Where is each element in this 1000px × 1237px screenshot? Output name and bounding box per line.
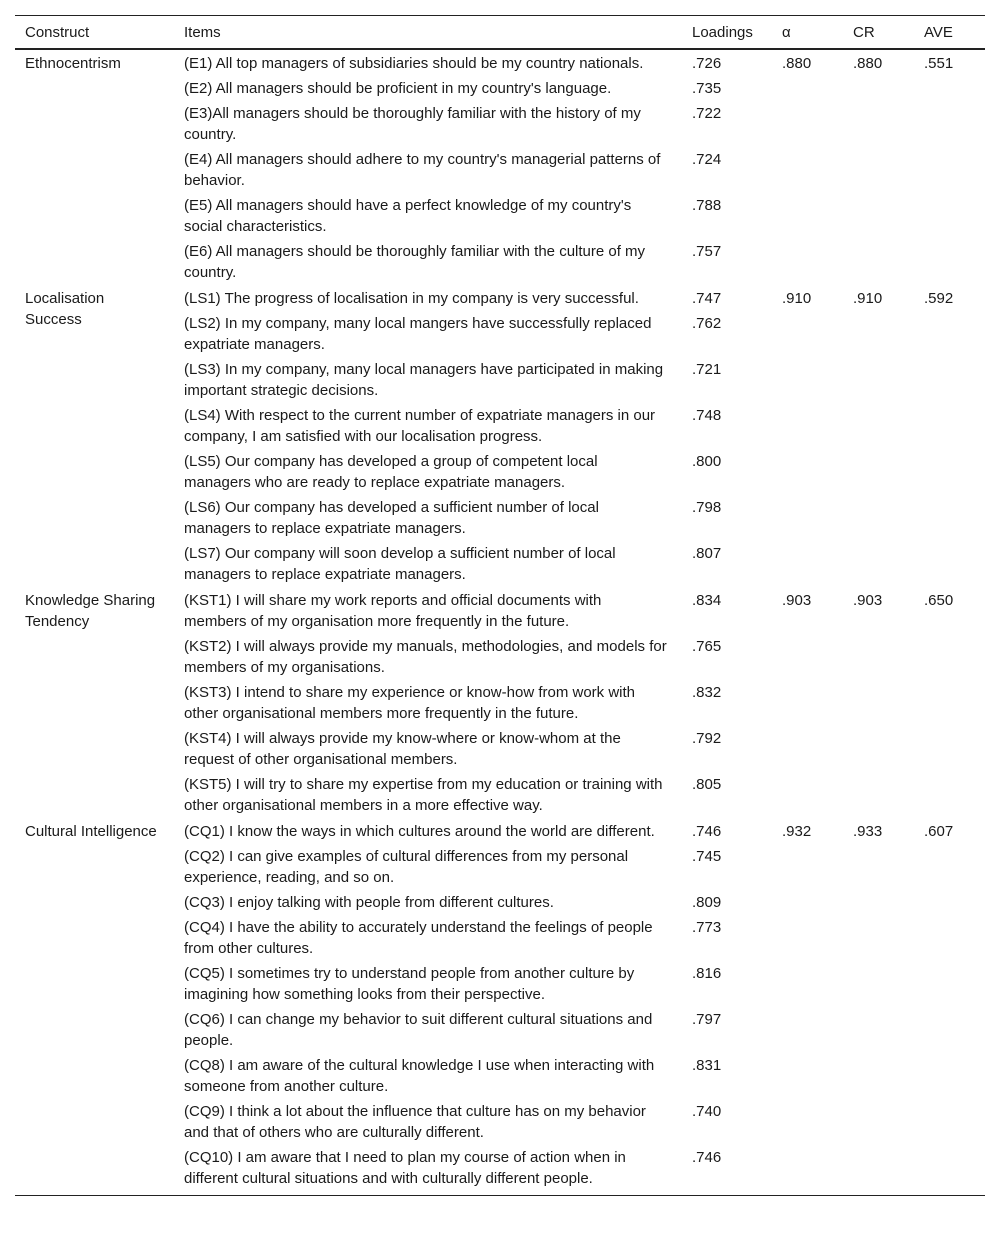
- ave-cell: .650: [924, 592, 954, 609]
- loading-cell: .762: [692, 315, 722, 332]
- loading-cell: .748: [692, 407, 722, 424]
- loading-cell: .816: [692, 965, 722, 982]
- loading-cell: .834: [692, 592, 722, 609]
- loading-cell: .807: [692, 545, 722, 562]
- item-cell: (KST5) I will try to share my expertise from my education or training with other organisational members in a more effective way.: [184, 776, 663, 814]
- item-cell: (CQ10) I am aware that I need to plan my course of action when in different cultural situations and with culturally different people.: [184, 1149, 626, 1187]
- header-construct: Construct: [25, 24, 90, 41]
- item-cell: (KST1) I will share my work reports and official documents with members of my organisation more frequently in the future.: [184, 592, 602, 630]
- loading-cell: .746: [692, 823, 722, 840]
- item-cell: (LS2) In my company, many local mangers have successfully replaced expatriate managers.: [184, 315, 652, 353]
- ave-cell: .592: [924, 290, 954, 307]
- item-cell: (LS1) The progress of localisation in my company is very successful.: [184, 290, 639, 307]
- loading-cell: .798: [692, 499, 722, 516]
- item-cell: (E1) All top managers of subsidiaries should be my country nationals.: [184, 55, 644, 72]
- header-ave: AVE: [924, 24, 953, 41]
- table-row: [15, 285, 985, 311]
- cr-cell: .933: [853, 823, 883, 840]
- item-cell: (CQ4) I have the ability to accurately understand the feelings of people from other cultures.: [184, 919, 653, 957]
- loading-cell: .740: [692, 1103, 722, 1120]
- loading-cell: .797: [692, 1011, 722, 1028]
- header-alpha: α: [782, 24, 791, 41]
- alpha-cell: .880: [782, 55, 812, 72]
- item-cell: (CQ9) I think a lot about the influence that culture has on my behavior and that of others who are culturally different.: [184, 1103, 646, 1141]
- loading-cell: .735: [692, 80, 722, 97]
- item-cell: (LS4) With respect to the current number of expatriate managers in our company, I am satisfied with our localisation progress.: [184, 407, 656, 445]
- loading-cell: .747: [692, 290, 722, 307]
- item-cell: (CQ8) I am aware of the cultural knowledge I use when interacting with someone from another culture.: [184, 1057, 655, 1095]
- item-cell: (KST2) I will always provide my manuals, methodologies, and models for members of my organisations.: [184, 638, 667, 676]
- item-cell: (LS5) Our company has developed a group of competent local managers who are ready to replace expatriate managers.: [184, 453, 598, 491]
- table-header: [15, 16, 985, 50]
- loading-cell: .745: [692, 848, 722, 865]
- loading-cell: .788: [692, 197, 722, 214]
- loading-cell: .832: [692, 684, 722, 701]
- header-items: Items: [184, 24, 221, 41]
- item-cell: (KST3) I intend to share my experience or know-how from work with other organisational members more frequently in the future.: [184, 684, 636, 722]
- loading-cell: .726: [692, 55, 722, 72]
- item-cell: (E2) All managers should be proficient in my country's language.: [184, 80, 612, 97]
- item-cell: (E6) All managers should be thoroughly familiar with the culture of my country.: [184, 243, 646, 281]
- loading-cell: .724: [692, 151, 722, 168]
- loading-cell: .800: [692, 453, 722, 470]
- table-body: [15, 49, 985, 1196]
- alpha-cell: .910: [782, 290, 812, 307]
- loading-cell: .809: [692, 894, 722, 911]
- construct-cell: Knowledge Sharing Tendency: [25, 592, 156, 630]
- alpha-cell: .903: [782, 592, 812, 609]
- loading-cell: .722: [692, 105, 722, 122]
- item-cell: (LS3) In my company, many local managers have participated in making important strategic decisions.: [184, 361, 664, 399]
- item-cell: (KST4) I will always provide my know-where or know-whom at the request of other organisational members.: [184, 730, 621, 768]
- item-cell: (LS6) Our company has developed a sufficient number of local managers to replace expatriate managers.: [184, 499, 599, 537]
- loading-cell: .721: [692, 361, 722, 378]
- table-row: [15, 49, 985, 76]
- item-cell: (E3)All managers should be thoroughly familiar with the history of my country.: [184, 105, 641, 143]
- loading-cell: .746: [692, 1149, 722, 1166]
- table-row: [15, 818, 985, 844]
- measurement-table: [15, 15, 985, 1196]
- construct-cell: Ethnocentrism: [25, 55, 121, 72]
- ave-cell: .607: [924, 823, 954, 840]
- header-loadings: Loadings: [692, 24, 753, 41]
- loading-cell: .831: [692, 1057, 722, 1074]
- table-row: [15, 587, 985, 634]
- item-cell: (LS7) Our company will soon develop a sufficient number of local managers to replace expatriate managers.: [184, 545, 616, 583]
- loading-cell: .757: [692, 243, 722, 260]
- item-cell: (E5) All managers should have a perfect knowledge of my country's social characteristics.: [184, 197, 632, 235]
- cr-cell: .903: [853, 592, 883, 609]
- loading-cell: .773: [692, 919, 722, 936]
- item-cell: (CQ2) I can give examples of cultural differences from my personal experience, reading, and so on.: [184, 848, 629, 886]
- construct-cell: Localisation Success: [25, 290, 105, 328]
- construct-cell: Cultural Intelligence: [25, 823, 157, 840]
- cr-cell: .880: [853, 55, 883, 72]
- measurement-table-container: [15, 15, 985, 1196]
- item-cell: (CQ3) I enjoy talking with people from different cultures.: [184, 894, 554, 911]
- header-cr: CR: [853, 24, 875, 41]
- item-cell: (E4) All managers should adhere to my country's managerial patterns of behavior.: [184, 151, 661, 189]
- loading-cell: .792: [692, 730, 722, 747]
- alpha-cell: .932: [782, 823, 812, 840]
- ave-cell: .551: [924, 55, 954, 72]
- cr-cell: .910: [853, 290, 883, 307]
- item-cell: (CQ5) I sometimes try to understand people from another culture by imagining how something looks from their perspective.: [184, 965, 635, 1003]
- item-cell: (CQ6) I can change my behavior to suit different cultural situations and people.: [184, 1011, 653, 1049]
- loading-cell: .805: [692, 776, 722, 793]
- loading-cell: .765: [692, 638, 722, 655]
- header-row: [15, 16, 985, 50]
- item-cell: (CQ1) I know the ways in which cultures around the world are different.: [184, 823, 655, 840]
